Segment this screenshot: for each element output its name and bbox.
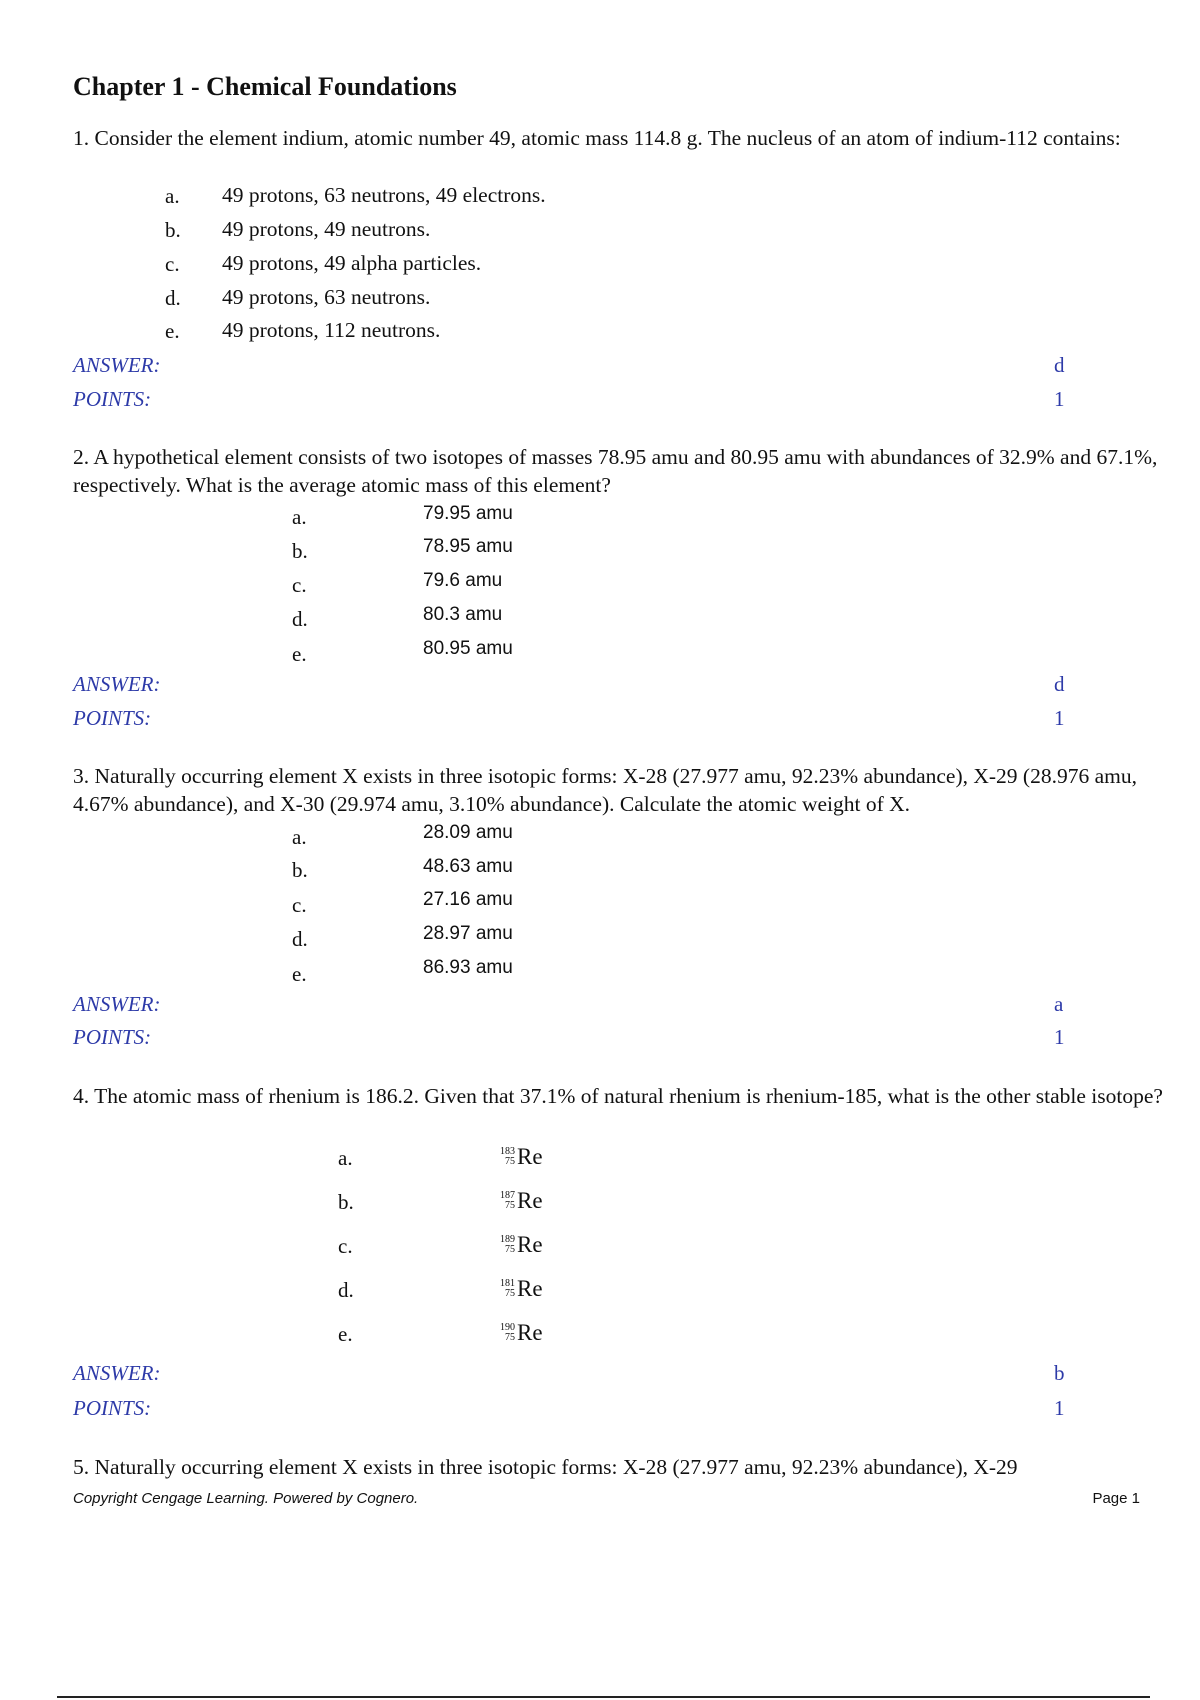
atomic-number: 75 <box>505 1200 515 1211</box>
option-letter: e. <box>165 319 180 343</box>
isotope-notation <box>500 1144 543 1170</box>
question-3-answer: a <box>1054 992 1064 1016</box>
option-letter: a. <box>338 1146 353 1170</box>
option-text: 28.97 amu <box>423 923 513 944</box>
points-label: POINTS: <box>73 1396 152 1420</box>
option-text: 48.63 amu <box>423 856 513 877</box>
option-text: 80.3 amu <box>423 604 503 625</box>
page-number: Page 1 <box>1092 1490 1140 1507</box>
option-text: 27.16 amu <box>423 889 513 910</box>
option-letter: b. <box>338 1190 354 1214</box>
answer-label: ANSWER: <box>73 353 161 377</box>
option-letter: c. <box>292 893 307 917</box>
option-letter: a. <box>292 825 307 849</box>
option-text: 80.95 amu <box>423 638 513 659</box>
atomic-number: 75 <box>505 1244 515 1255</box>
mass-number: 183 <box>500 1146 515 1157</box>
option-letter: c. <box>292 573 307 597</box>
atomic-number: 75 <box>505 1156 515 1167</box>
option-letter: e. <box>292 962 307 986</box>
question-3-text: 3. Naturally occurring element X exists in three isotopic forms: X-28 (27.977 amu, 92.23% abundance), X-29 (28.976 amu, 4.67% abundance), and X-30 (29.974 amu, 3.10% abundance). Calculate the atomic weight of X. <box>73 764 1137 816</box>
mass-number: 181 <box>500 1278 515 1289</box>
copyright-footer: Copyright Cengage Learning. Powered by Cognero. <box>73 1490 419 1507</box>
element-symbol: Re <box>517 1144 543 1169</box>
option-text: 49 protons, 63 neutrons. <box>222 285 431 309</box>
option-text: 49 protons, 112 neutrons. <box>222 318 441 342</box>
option-letter: d. <box>165 286 181 310</box>
isotope-notation <box>500 1232 543 1258</box>
question-2-answer: d <box>1054 672 1065 696</box>
question-3-points: 1 <box>1054 1025 1065 1049</box>
question-1-points: 1 <box>1054 387 1065 411</box>
option-text: 86.93 amu <box>423 957 513 978</box>
element-symbol: Re <box>517 1320 543 1345</box>
element-symbol: Re <box>517 1188 543 1213</box>
isotope-notation <box>500 1276 543 1302</box>
question-1-text: 1. Consider the element indium, atomic number 49, atomic mass 114.8 g. The nucleus of an atom of indium-112 contains: <box>73 126 1121 150</box>
mass-number: 190 <box>500 1322 515 1333</box>
isotope-notation <box>500 1320 543 1346</box>
option-text: 78.95 amu <box>423 536 513 557</box>
question-2-points: 1 <box>1054 706 1065 730</box>
element-symbol: Re <box>517 1276 543 1301</box>
option-text: 49 protons, 63 neutrons, 49 electrons. <box>222 183 546 207</box>
mass-number: 189 <box>500 1234 515 1245</box>
option-text: 79.95 amu <box>423 503 513 524</box>
option-letter: b. <box>292 858 308 882</box>
question-4-answer: b <box>1054 1361 1065 1385</box>
option-letter: b. <box>292 539 308 563</box>
isotope-notation <box>500 1188 543 1214</box>
chapter-title: Chapter 1 - Chemical Foundations <box>73 72 457 101</box>
option-letter: d. <box>292 927 308 951</box>
page-bottom-rule <box>57 1696 1150 1698</box>
option-letter: c. <box>338 1234 353 1258</box>
question-5-text: 5. Naturally occurring element X exists in three isotopic forms: X-28 (27.977 amu, 92.23% abundance), X-29 <box>73 1455 1018 1479</box>
answer-label: ANSWER: <box>73 992 161 1016</box>
points-label: POINTS: <box>73 706 152 730</box>
option-letter: d. <box>338 1278 354 1302</box>
option-text: 28.09 amu <box>423 822 513 843</box>
question-1-answer: d <box>1054 353 1065 377</box>
option-letter: d. <box>292 607 308 631</box>
mass-number: 187 <box>500 1190 515 1201</box>
question-2-text: 2. A hypothetical element consists of two isotopes of masses 78.95 amu and 80.95 amu with abundances of 32.9% and 67.1%, respectively. What is the average atomic mass of this element? <box>73 445 1158 497</box>
option-letter: e. <box>338 1322 353 1346</box>
points-label: POINTS: <box>73 1025 152 1049</box>
points-label: POINTS: <box>73 387 152 411</box>
element-symbol: Re <box>517 1232 543 1257</box>
answer-label: ANSWER: <box>73 672 161 696</box>
question-4-points: 1 <box>1054 1396 1065 1420</box>
question-4-text: 4. The atomic mass of rhenium is 186.2. Given that 37.1% of natural rhenium is rhenium-185, what is the other stable isotope? <box>73 1084 1163 1108</box>
option-letter: b. <box>165 218 181 242</box>
option-letter: e. <box>292 642 307 666</box>
option-letter: a. <box>292 505 307 529</box>
option-letter: c. <box>165 252 180 276</box>
option-text: 79.6 amu <box>423 570 503 591</box>
answer-label: ANSWER: <box>73 1361 161 1385</box>
atomic-number: 75 <box>505 1288 515 1299</box>
option-text: 49 protons, 49 neutrons. <box>222 217 431 241</box>
option-text: 49 protons, 49 alpha particles. <box>222 251 482 275</box>
atomic-number: 75 <box>505 1332 515 1343</box>
option-letter: a. <box>165 184 180 208</box>
